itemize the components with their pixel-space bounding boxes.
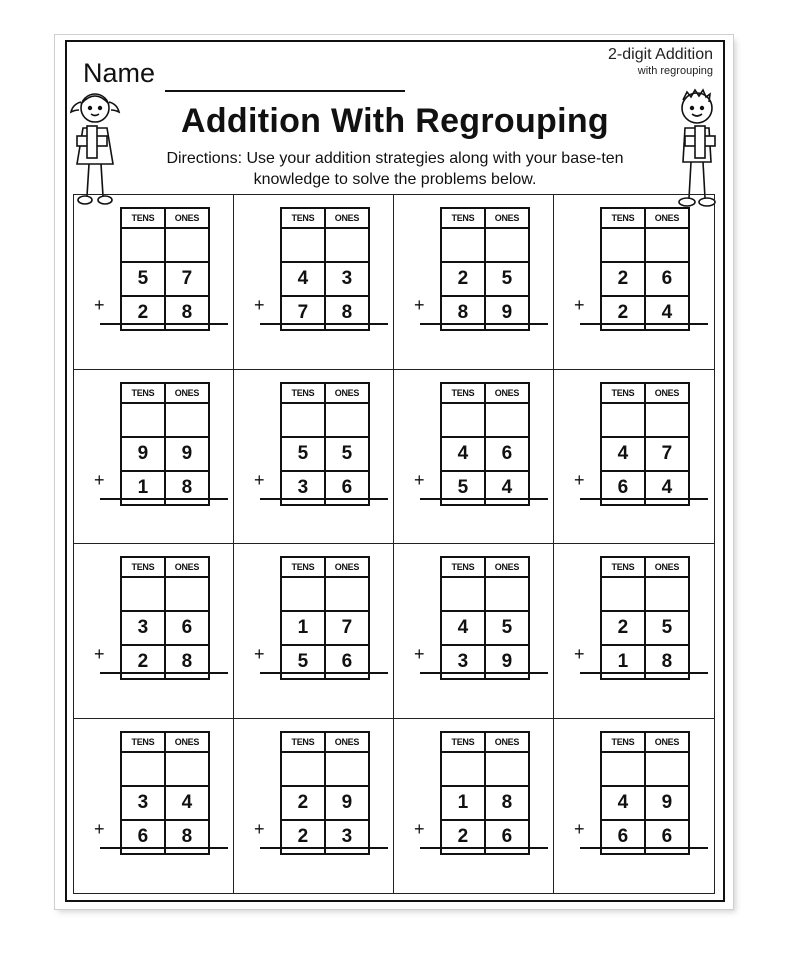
regroup-box-ones[interactable] [165, 228, 209, 262]
addend-1-ones: 9 [325, 786, 369, 820]
addend-1-tens: 1 [281, 611, 325, 645]
tens-header: TENS [441, 383, 485, 403]
tens-header: TENS [441, 208, 485, 228]
addend-2-ones: 8 [165, 820, 209, 854]
regroup-box-tens[interactable] [601, 403, 645, 437]
ones-header: ONES [325, 557, 369, 577]
addend-1-ones: 5 [325, 437, 369, 471]
answer-line[interactable] [100, 323, 228, 325]
ones-header: ONES [165, 732, 209, 752]
directions [119, 148, 671, 190]
addend-2-tens: 2 [601, 296, 645, 330]
regroup-box-ones[interactable] [165, 752, 209, 786]
problem-cell-6 [234, 370, 394, 545]
place-value-chart [280, 382, 370, 506]
regroup-box-tens[interactable] [441, 577, 485, 611]
answer-line[interactable] [100, 672, 228, 674]
addend-2-tens: 3 [281, 471, 325, 505]
ones-header: ONES [325, 383, 369, 403]
regroup-box-ones[interactable] [325, 752, 369, 786]
addend-1-tens: 1 [441, 786, 485, 820]
addend-1-tens: 2 [601, 611, 645, 645]
addend-2-tens: 2 [121, 296, 165, 330]
ones-header: ONES [485, 208, 529, 228]
addend-2-ones: 4 [485, 471, 529, 505]
regroup-box-ones[interactable] [485, 752, 529, 786]
problem-cell-11 [394, 544, 554, 719]
addend-2-ones: 4 [645, 471, 689, 505]
addend-1-ones: 7 [165, 262, 209, 296]
place-value-chart [440, 556, 530, 680]
answer-line[interactable] [260, 498, 388, 500]
addend-2-ones: 3 [325, 820, 369, 854]
answer-line[interactable] [580, 672, 708, 674]
addend-2-tens: 5 [281, 645, 325, 679]
addend-1-ones: 5 [645, 611, 689, 645]
problem-cell-7 [394, 370, 554, 545]
addend-1-ones: 6 [645, 262, 689, 296]
plus-sign: + [414, 818, 425, 839]
plus-sign: + [574, 818, 585, 839]
addend-1-tens: 4 [281, 262, 325, 296]
addend-1-tens: 2 [281, 786, 325, 820]
place-value-chart [120, 556, 210, 680]
regroup-box-ones[interactable] [485, 403, 529, 437]
ones-header: ONES [645, 557, 689, 577]
place-value-chart [600, 731, 690, 855]
plus-sign: + [254, 295, 265, 315]
addend-1-ones: 9 [165, 437, 209, 471]
answer-line[interactable] [420, 498, 548, 500]
plus-sign: + [574, 469, 585, 490]
regroup-box-tens[interactable] [121, 403, 165, 437]
addend-1-ones: 6 [165, 611, 209, 645]
addend-2-ones: 8 [165, 645, 209, 679]
worksheet-title: Addition With Regrouping [180, 102, 610, 140]
answer-line[interactable] [420, 847, 548, 849]
problem-cell-4 [554, 195, 714, 370]
tens-header: TENS [601, 208, 645, 228]
addend-2-ones: 6 [645, 820, 689, 854]
problem-cell-5 [74, 370, 234, 545]
addend-2-tens: 3 [441, 645, 485, 679]
plus-sign: + [254, 469, 265, 490]
regroup-box-ones[interactable] [645, 228, 689, 262]
addend-1-ones: 6 [485, 437, 529, 471]
addend-2-ones: 6 [325, 471, 369, 505]
addend-2-ones: 8 [165, 296, 209, 330]
place-value-chart [440, 207, 530, 331]
answer-line[interactable] [100, 498, 228, 500]
place-value-chart [440, 731, 530, 855]
name-blank[interactable] [165, 90, 405, 92]
plus-sign: + [94, 469, 105, 490]
place-value-chart [280, 731, 370, 855]
ones-header: ONES [485, 383, 529, 403]
tens-header: TENS [601, 732, 645, 752]
problem-cell-8 [554, 370, 714, 545]
addend-1-ones: 7 [325, 611, 369, 645]
worksheet-frame [65, 40, 725, 902]
regroup-box-tens[interactable] [121, 577, 165, 611]
answer-line[interactable] [420, 323, 548, 325]
directions-line-1: Directions: Use your addition strategies along with your base-ten [166, 150, 624, 167]
addend-1-tens: 5 [281, 437, 325, 471]
place-value-chart [120, 731, 210, 855]
tens-header: TENS [121, 208, 165, 228]
tens-header: TENS [601, 383, 645, 403]
addend-2-ones: 6 [485, 820, 529, 854]
addend-1-ones: 4 [165, 786, 209, 820]
ones-header: ONES [485, 557, 529, 577]
addend-1-ones: 5 [485, 262, 529, 296]
regroup-box-ones[interactable] [325, 577, 369, 611]
regroup-box-tens[interactable] [121, 228, 165, 262]
regroup-box-ones[interactable] [485, 577, 529, 611]
addend-1-tens: 2 [601, 262, 645, 296]
tens-header: TENS [281, 732, 325, 752]
addend-1-ones: 7 [645, 437, 689, 471]
ones-header: ONES [485, 732, 529, 752]
addend-1-tens: 3 [121, 611, 165, 645]
problem-cell-1 [74, 195, 234, 370]
problem-cell-14 [234, 719, 394, 894]
addend-2-tens: 8 [441, 296, 485, 330]
addend-2-ones: 8 [325, 296, 369, 330]
addend-2-tens: 6 [601, 820, 645, 854]
ones-header: ONES [165, 557, 209, 577]
problem-cell-15 [394, 719, 554, 894]
plus-sign: + [574, 644, 585, 664]
plus-sign: + [414, 295, 425, 315]
regroup-box-tens[interactable] [281, 752, 325, 786]
addend-1-tens: 4 [601, 786, 645, 820]
addend-1-tens: 4 [601, 437, 645, 471]
addend-2-tens: 2 [441, 820, 485, 854]
regroup-box-tens[interactable] [281, 577, 325, 611]
addend-2-ones: 9 [485, 296, 529, 330]
place-value-chart [600, 556, 690, 680]
problem-cell-16 [554, 719, 714, 894]
addend-2-tens: 5 [441, 471, 485, 505]
tens-header: TENS [121, 383, 165, 403]
regroup-box-tens[interactable] [601, 752, 645, 786]
regroup-box-ones[interactable] [165, 577, 209, 611]
problem-grid [73, 194, 715, 894]
answer-line[interactable] [580, 323, 708, 325]
plus-sign: + [254, 818, 265, 839]
answer-line[interactable] [580, 847, 708, 849]
tens-header: TENS [281, 208, 325, 228]
problem-cell-3 [394, 195, 554, 370]
ones-header: ONES [165, 383, 209, 403]
regroup-box-tens[interactable] [281, 403, 325, 437]
place-value-chart [120, 207, 210, 331]
regroup-box-ones[interactable] [645, 752, 689, 786]
addend-2-ones: 8 [645, 645, 689, 679]
addend-1-ones: 5 [485, 611, 529, 645]
addend-2-tens: 6 [121, 820, 165, 854]
plus-sign: + [254, 644, 265, 664]
tens-header: TENS [441, 732, 485, 752]
addend-2-ones: 6 [325, 645, 369, 679]
tens-header: TENS [601, 557, 645, 577]
place-value-chart [440, 382, 530, 506]
tag-line-2: with regrouping [637, 65, 713, 77]
place-value-chart [120, 382, 210, 506]
addend-1-tens: 5 [121, 262, 165, 296]
addend-1-tens: 3 [121, 786, 165, 820]
regroup-box-ones[interactable] [325, 228, 369, 262]
addend-1-tens: 4 [441, 611, 485, 645]
regroup-box-tens[interactable] [601, 577, 645, 611]
regroup-box-tens[interactable] [121, 752, 165, 786]
tens-header: TENS [281, 557, 325, 577]
addend-2-ones: 4 [645, 296, 689, 330]
regroup-box-tens[interactable] [441, 403, 485, 437]
regroup-box-ones[interactable] [645, 403, 689, 437]
problem-cell-10 [234, 544, 394, 719]
ones-header: ONES [645, 383, 689, 403]
addend-2-tens: 2 [281, 820, 325, 854]
ones-header: ONES [645, 208, 689, 228]
place-value-chart [600, 207, 690, 331]
plus-sign: + [414, 644, 425, 664]
regroup-box-tens[interactable] [281, 228, 325, 262]
addend-1-ones: 8 [485, 786, 529, 820]
problem-cell-13 [74, 719, 234, 894]
regroup-box-ones[interactable] [485, 228, 529, 262]
addend-2-tens: 2 [121, 645, 165, 679]
plus-sign: + [94, 818, 105, 839]
answer-line[interactable] [260, 323, 388, 325]
addend-2-ones: 8 [165, 471, 209, 505]
answer-line[interactable] [260, 672, 388, 674]
answer-line[interactable] [420, 672, 548, 674]
tens-header: TENS [281, 383, 325, 403]
addend-1-ones: 9 [645, 786, 689, 820]
addend-1-ones: 3 [325, 262, 369, 296]
addend-2-tens: 7 [281, 296, 325, 330]
problem-cell-2 [234, 195, 394, 370]
addend-1-tens: 4 [441, 437, 485, 471]
addend-1-tens: 9 [121, 437, 165, 471]
problem-cell-9 [74, 544, 234, 719]
plus-sign: + [94, 295, 105, 315]
addend-2-tens: 6 [601, 471, 645, 505]
ones-header: ONES [645, 732, 689, 752]
directions-line-2: knowledge to solve the problems below. [253, 171, 537, 188]
plus-sign: + [94, 644, 105, 664]
ones-header: ONES [165, 208, 209, 228]
ones-header: ONES [325, 732, 369, 752]
regroup-box-tens[interactable] [441, 228, 485, 262]
plus-sign: + [574, 295, 585, 315]
regroup-box-ones[interactable] [645, 577, 689, 611]
addend-2-tens: 1 [121, 471, 165, 505]
answer-line[interactable] [260, 847, 388, 849]
place-value-chart [600, 382, 690, 506]
tens-header: TENS [121, 732, 165, 752]
name-label: Name [83, 58, 156, 88]
ones-header: ONES [325, 208, 369, 228]
regroup-box-tens[interactable] [441, 752, 485, 786]
problem-cell-12 [554, 544, 714, 719]
tag-line-1: 2-digit Addition [608, 46, 713, 63]
regroup-box-ones[interactable] [165, 403, 209, 437]
answer-line[interactable] [100, 847, 228, 849]
addend-2-tens: 1 [601, 645, 645, 679]
place-value-chart [280, 207, 370, 331]
addend-1-tens: 2 [441, 262, 485, 296]
tens-header: TENS [121, 557, 165, 577]
place-value-chart [280, 556, 370, 680]
tens-header: TENS [441, 557, 485, 577]
regroup-box-ones[interactable] [325, 403, 369, 437]
worksheet-tag [608, 46, 713, 78]
plus-sign: + [414, 469, 425, 490]
regroup-box-tens[interactable] [601, 228, 645, 262]
addend-2-ones: 9 [485, 645, 529, 679]
answer-line[interactable] [580, 498, 708, 500]
